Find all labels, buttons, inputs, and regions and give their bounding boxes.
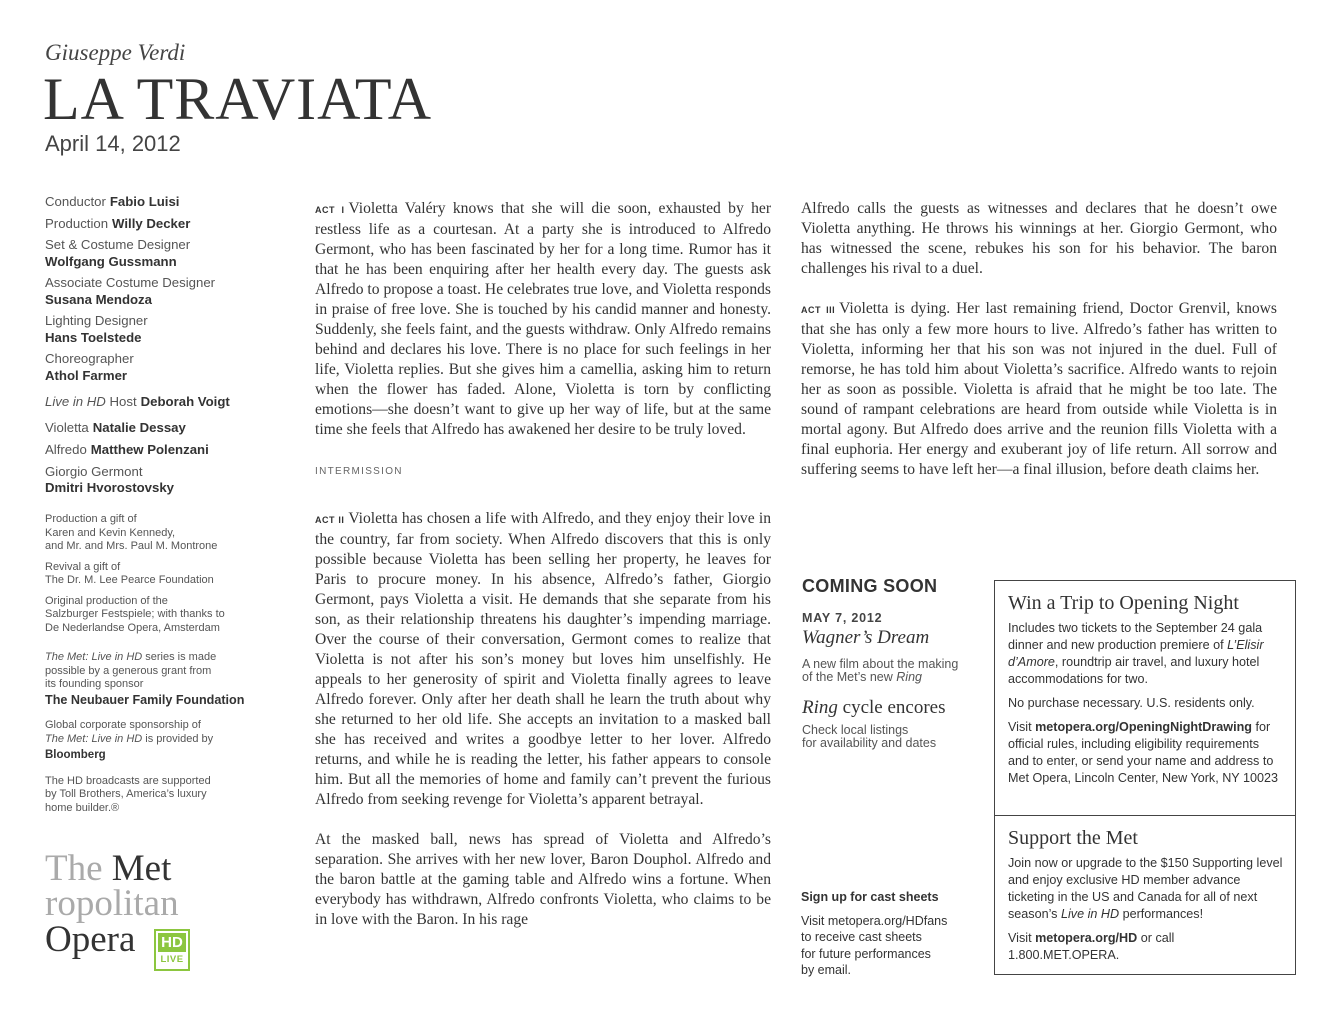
credit-role-italic: Live in HD bbox=[45, 394, 106, 409]
note-line: its founding sponsor bbox=[45, 678, 144, 690]
performance-date: April 14, 2012 bbox=[45, 131, 181, 156]
act-label: ACT I bbox=[315, 205, 345, 215]
credit-violetta bbox=[45, 420, 275, 437]
signup-line: for future performances bbox=[801, 946, 931, 961]
sponsor-name: The Neubauer Family Foundation bbox=[45, 692, 245, 707]
series-name-italic: Live in HD bbox=[1060, 907, 1120, 921]
credit-role: Giorgio Germont bbox=[45, 463, 143, 479]
credit-name: Deborah Voigt bbox=[140, 394, 230, 409]
logo-line-1 bbox=[45, 850, 205, 887]
credit-name: Athol Farmer bbox=[45, 367, 128, 383]
credits-list bbox=[45, 194, 275, 497]
ring-encores-title bbox=[802, 697, 982, 719]
box-text: Includes two tickets to the September 24 gala dinner and new production premiere of bbox=[1008, 621, 1263, 652]
credit-role: Violetta bbox=[45, 419, 89, 435]
credit-role: Alfredo bbox=[45, 442, 87, 457]
intermission-label: INTERMISSION bbox=[315, 466, 403, 477]
act-text: Violetta Valéry knows that she will die soon, exhausted by her restless life as a courtesan. At a party she is introduced to Alfredo Germont, who has been fascinated by her for a long time. Rumor has it that he has been enquiring after her health every day. The guests ask Alfredo to propose a toast. He celebrates true love, and Violetta responds in praise of free love. She is touched by his candid manner and honesty. Suddenly, she feels faint, and the guests withdraw. Only Alfredo remains behind and declares his love. There is no place for such feelings in her life, Violetta replies. But she gives him a camellia, asking him to return when the flower has faded. Alone, Violetta is torn by conflicting emotions—she doesn’t want to give up her way of life, but at the same time she feels that Alfredo has awakened her desire to be truly loved. bbox=[315, 200, 772, 438]
note-text: is provided by bbox=[145, 732, 214, 745]
credit-name: Wolfgang Gussmann bbox=[45, 253, 177, 269]
credit-name: Susana Mendoza bbox=[45, 291, 152, 307]
box-text: Join now or upgrade to the $150 Supporting level and enjoy exclusive HD member advance ticketing in the US and Canada for all of next season’s bbox=[1008, 856, 1283, 921]
opening-night-contest-box bbox=[994, 580, 1296, 816]
note-line: The Dr. M. Lee Pearce Foundation bbox=[45, 574, 214, 586]
signup-line: by email. bbox=[801, 963, 852, 977]
event-title: Wagner’s Dream bbox=[802, 627, 930, 648]
ring-text: cycle encores bbox=[842, 697, 946, 718]
logo-ropolitan: ropolitan bbox=[45, 883, 179, 924]
note-line: Original production of the bbox=[45, 594, 168, 607]
opera-title: LA TRAVIATA bbox=[43, 66, 433, 132]
event-date: MAY 7, 2012 bbox=[802, 611, 883, 625]
note-line: The HD broadcasts are supported bbox=[45, 774, 211, 787]
description-line bbox=[802, 671, 982, 684]
event-description bbox=[802, 658, 982, 684]
box-heading: Support the Met bbox=[1008, 827, 1138, 849]
credit-assoc-costume bbox=[45, 275, 275, 308]
description-text: of the Met’s new bbox=[802, 670, 893, 684]
act-2-paragraph-b: At the masked ball, news has spread of Violetta and Alfredo’s separation. She arrives with her new lover, Baron Douphol. Alfredo and the baron battle at the gaming table and Alfredo wins a fortune. When everybody has withdrawn, Alfredo confronts Violetta, who claims to be in love with the Baron. In his rage bbox=[315, 831, 771, 928]
credit-name: Matthew Polenzani bbox=[90, 442, 209, 457]
box-text: Visit bbox=[1008, 931, 1032, 945]
description-line: Check local listings bbox=[802, 723, 909, 737]
coming-soon-section bbox=[802, 576, 982, 750]
gift-note-2 bbox=[45, 561, 285, 588]
opera-name-italic: L’Elisir d’Amore bbox=[1008, 638, 1264, 669]
act-1-paragraph bbox=[315, 199, 771, 440]
hd-label: HD bbox=[158, 933, 186, 952]
credit-role: Set & Costume Designer bbox=[45, 237, 191, 252]
credit-germont bbox=[45, 464, 275, 497]
note-line: Salzburger Festspiele; with thanks to bbox=[45, 608, 225, 620]
series-name: The Met: Live in HD bbox=[45, 651, 143, 663]
signup-heading: Sign up for cast sheets bbox=[801, 890, 939, 904]
credit-role: Host bbox=[109, 394, 137, 409]
box-text: performances! bbox=[1122, 907, 1204, 921]
original-production-note bbox=[45, 595, 285, 636]
ring-italic: Ring bbox=[802, 697, 838, 718]
synopsis-column-1 bbox=[315, 199, 771, 930]
series-sponsor-note bbox=[45, 651, 285, 707]
logo-met: Met bbox=[111, 848, 172, 889]
contest-eligibility: No purchase necessary. U.S. residents only. bbox=[1008, 696, 1255, 710]
support-met-box bbox=[994, 815, 1296, 975]
contest-description bbox=[1008, 620, 1283, 688]
sponsor-notes bbox=[45, 513, 285, 822]
note-line: Karen and Kevin Kennedy, bbox=[45, 526, 176, 539]
box-text: Visit bbox=[1008, 720, 1032, 734]
signup-line: to receive cast sheets bbox=[801, 930, 922, 944]
credit-name: Fabio Luisi bbox=[109, 194, 180, 209]
note-line: Revival a gift of bbox=[45, 560, 121, 573]
gift-note-1 bbox=[45, 513, 285, 554]
credit-host bbox=[45, 394, 275, 411]
note-line: and Mr. and Mrs. Paul M. Montrone bbox=[45, 540, 218, 552]
credit-role: Production bbox=[45, 215, 109, 231]
credit-role: Lighting Designer bbox=[45, 313, 148, 328]
global-sponsor-note bbox=[45, 719, 285, 763]
series-name: The Met: Live in HD bbox=[45, 732, 143, 745]
credit-name: Willy Decker bbox=[112, 215, 191, 231]
credit-lighting bbox=[45, 313, 275, 346]
credit-alfredo bbox=[45, 442, 275, 459]
note-line: possible by a generous grant from bbox=[45, 664, 212, 677]
note-line: by Toll Brothers, America’s luxury bbox=[45, 788, 207, 800]
credit-name: Hans Toelstede bbox=[45, 329, 142, 345]
contest-rules bbox=[1008, 719, 1283, 787]
credit-name: Dmitri Hvorostovsky bbox=[45, 480, 174, 495]
credit-set-costume bbox=[45, 237, 275, 270]
note-line bbox=[45, 733, 285, 747]
hd-broadcast-note bbox=[45, 775, 285, 816]
act-label: ACT II bbox=[315, 515, 345, 525]
logo-the: The bbox=[45, 848, 103, 889]
box-text: , roundtrip air travel, and luxury hotel accommodations for two. bbox=[1008, 655, 1260, 686]
hd-link[interactable]: metopera.org/HD bbox=[1035, 931, 1138, 945]
description-line: for availability and dates bbox=[802, 736, 937, 750]
description-line: A new film about the making bbox=[802, 657, 959, 671]
credit-choreographer bbox=[45, 351, 275, 384]
live-label: LIVE bbox=[160, 954, 184, 965]
note-line: Global corporate sponsorship of bbox=[45, 719, 201, 731]
act-label: ACT III bbox=[801, 305, 836, 315]
cast-sheets-signup bbox=[801, 889, 986, 979]
support-description bbox=[1008, 855, 1283, 923]
support-contact bbox=[1008, 930, 1283, 964]
description-italic: Ring bbox=[896, 670, 922, 684]
note-line bbox=[45, 651, 285, 665]
ring-description bbox=[802, 724, 982, 750]
credit-role: Choreographer bbox=[45, 351, 134, 366]
credit-role: Associate Costume Designer bbox=[45, 275, 216, 290]
act-2-paragraph bbox=[315, 509, 771, 810]
box-text: or call 1.800.MET.OPERA. bbox=[1008, 931, 1175, 962]
signup-line: Visit metopera.org/HDfans bbox=[801, 913, 948, 928]
synopsis-column-2 bbox=[801, 199, 1277, 480]
credit-role: Conductor bbox=[45, 194, 106, 209]
note-line: De Nederlandse Opera, Amsterdam bbox=[45, 621, 220, 634]
act-text: Violetta has chosen a life with Alfredo, and they enjoy their love in the country, far from society. When Alfredo discovers that this is only possible because Violetta has been selling her property, he leaves for Paris to procure money. In his absence, Alfredo’s father, Giorgio Germont, pays Violetta a visit. He demands that she separate from his son, as their relationship threatens his daughter’s impending marriage. Over the course of their conversation, Germont comes to realize that Violetta is not after his son’s money but loves him unselfishly. He appeals to her generosity of spirit and Violetta finally agrees to leave Alfredo forever. Only after her death shall he learn the truth about why she returned to her old life. She accepts an invitation to a masked ball she has received and writes a goodbye letter to her lover. Alfredo returns, and while he is reading the letter, his father appears to console him. But all the memories of home and family can’t prevent the furious Alfredo from seeking revenge for Violetta’s apparent betrayal. bbox=[315, 510, 772, 808]
composer-name: Giuseppe Verdi bbox=[45, 40, 186, 65]
hd-live-badge bbox=[154, 929, 190, 971]
box-heading: Win a Trip to Opening Night bbox=[1008, 592, 1239, 614]
note-text: series is made bbox=[145, 651, 217, 663]
act-3-paragraph bbox=[801, 299, 1277, 480]
credit-conductor bbox=[45, 194, 275, 211]
opening-night-link[interactable]: metopera.org/OpeningNightDrawing bbox=[1035, 720, 1252, 734]
credit-name: Natalie Dessay bbox=[92, 419, 186, 435]
box-text: for official rules, including eligibility requirements and to enter, or send your name and address to Met Opera, Lincoln Center, New York, NY 10023 bbox=[1008, 720, 1278, 785]
act-text: Violetta is dying. Her last remaining friend, Doctor Grenvil, knows that she has only a few more hours to live. Alfredo’s father has written to Violetta, informing her that his son was not injured in the duel. Full of remorse, he has told him about Violetta’s sacrifice. Alfredo wants to rejoin her as soon as possible. Violetta is afraid that he might be too late. The sound of rampant celebrations are heard from outside while Violetta is in mortal agony. But Alfredo does arrive and the reunion fills Violetta with a final euphoria. Her energy and exuberant joy of life return. All sorrow and suffering seems to have left her—a final illusion, before death claims her. bbox=[801, 300, 1278, 478]
coming-soon-heading: COMING SOON bbox=[802, 576, 938, 596]
sponsor-name: Bloomberg bbox=[45, 749, 106, 761]
logo-opera: Opera bbox=[45, 919, 136, 960]
act-2-paragraph-c: Alfredo calls the guests as witnesses and declares that he doesn’t owe Violetta anything. He throws his winnings at her. Giorgio Germont, who has witnessed the scene, rebukes his son for his behavior. The baron challenges his rival to a duel. bbox=[801, 200, 1277, 277]
credit-production bbox=[45, 216, 275, 233]
note-line: Production a gift of bbox=[45, 513, 137, 525]
note-line: home builder.® bbox=[45, 801, 120, 814]
